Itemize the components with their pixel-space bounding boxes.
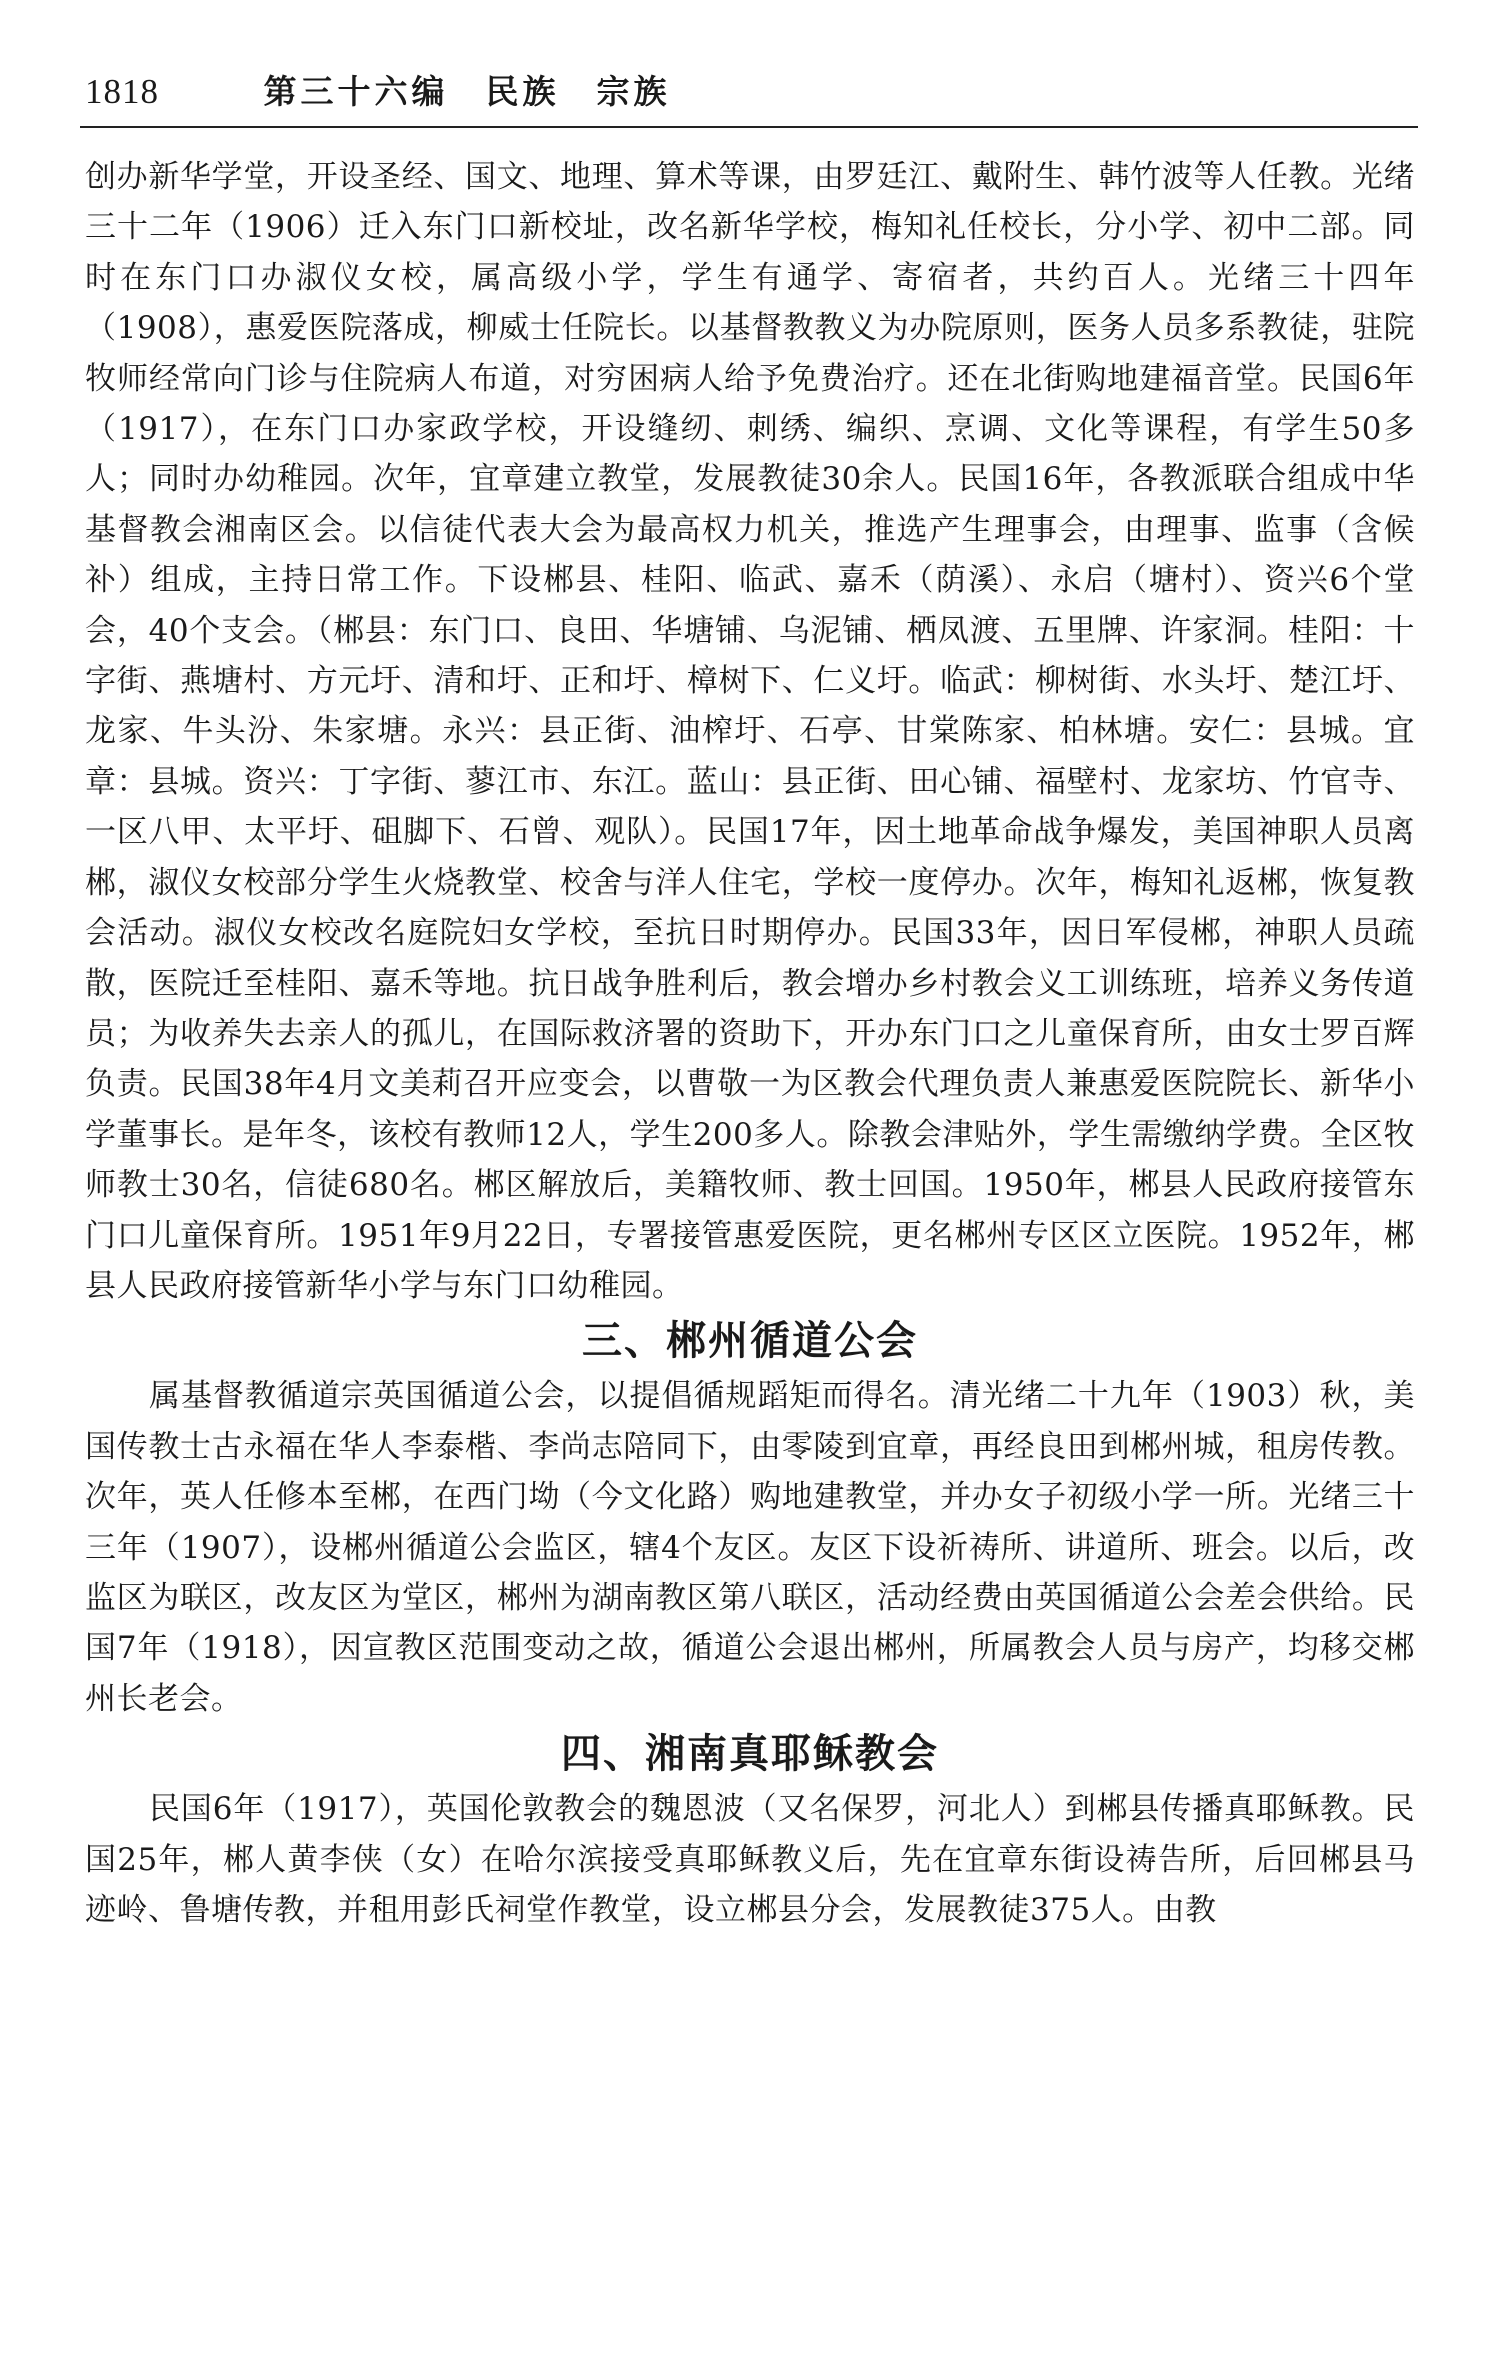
- paragraph-true-jesus-church: 民国6年（1917），英国伦敦教会的魏恩波（又名保罗，河北人）到郴县传播真耶稣教。民国25年，郴人黄李侠（女）在哈尔滨接受真耶稣教义后，先在宜章东街设祷告所，后回郴县马迹岭、鲁塘传教，并租用彭氏祠堂作教堂，设立郴县分会，发展教徒375人。由教: [85, 1791, 1415, 1928]
- paragraph-methodist: 属基督教循道宗英国循道公会，以提倡循规蹈矩而得名。清光绪二十九年（1903）秋，美国传教士古永福在华人李泰楷、李尚志陪同下，由零陵到宜章，再经良田到郴州城，租房传教。次年，英人任修本至郴，在西门坳（今文化路）购地建教堂，并办女子初级小学一所。光绪三十三年（1907），设郴州循道公会监区，辖4个友区。友区下设祈祷所、讲道所、班会。以后，改监区为联区，改友区为堂区，郴州为湖南教区第八联区，活动经费由英国循道公会差会供给。民国7年（1918），因宣教区范围变动之故，循道公会退出郴州，所属教会人员与房产，均移交郴州长老会。: [85, 1378, 1415, 1717]
- page-body: [85, 152, 1415, 1935]
- running-header: [85, 62, 1415, 122]
- section-title: 第三十六编 民族 宗族: [263, 72, 671, 111]
- section-heading-true-jesus-church: 四、湘南真耶稣教会: [561, 1731, 939, 1778]
- section-heading-chenzhou-methodist: 三、郴州循道公会: [582, 1318, 918, 1365]
- header-rule: [80, 126, 1418, 128]
- paragraph-continued: 创办新华学堂，开设圣经、国文、地理、算术等课，由罗廷江、戴附生、韩竹波等人任教。光绪三十二年（1906）迁入东门口新校址，改名新华学校，梅知礼任校长，分小学、初中二部。同时在东门口办淑仪女校，属高级小学，学生有通学、寄宿者，共约百人。光绪三十四年（1908），惠爱医院落成，柳威士任院长。以基督教教义为办院原则，医务人员多系教徒，驻院牧师经常向门诊与住院病人布道，对穷困病人给予免费治疗。还在北街购地建福音堂。民国6年（1917），在东门口办家政学校，开设缝纫、刺绣、编织、烹调、文化等课程，有学生50多人；同时办幼稚园。次年，宜章建立教堂，发展教徒30余人。民国16年，各教派联合组成中华基督教会湘南区会。以信徒代表大会为最高权力机关，推选产生理事会，由理事、监事（含候补）组成，主持日常工作。下设郴县、桂阳、临武、嘉禾（荫溪）、永启（塘村）、资兴6个堂会，40个支会。（郴县：东门口、良田、华塘铺、乌泥铺、栖凤渡、五里牌、许家洞。桂阳：十字街、燕塘村、方元圩、清和圩、正和圩、樟树下、仁义圩。临武：柳树街、水头圩、楚江圩、龙家、牛头汾、朱家塘。永兴：县正街、油榨圩、石亭、甘棠陈家、柏林塘。安仁：县城。宜章：县城。资兴：丁字街、蓼江市、东江。蓝山：县正街、田心铺、福壁村、龙家坊、竹官寺、一区八甲、太平圩、砠脚下、石曾、观队）。民国17年，因土地革命战争爆发，美国神职人员离郴，淑仪女校部分学生火烧教堂、校舍与洋人住宅，学校一度停办。次年，梅知礼返郴，恢复教会活动。淑仪女校改名庭院妇女学校，至抗日时期停办。民国33年，因日军侵郴，神职人员疏散，医院迁至桂阳、嘉禾等地。抗日战争胜利后，教会增办乡村教会义工训练班，培养义务传道员；为收养失去亲人的孤儿，在国际救济署的资助下，开办东门口之儿童保育所，由女士罗百辉负责。民国38年4月文美莉召开应变会，以曹敬一为区教会代理负责人兼惠爱医院院长、新华小学董事长。是年冬，该校有教师12人，学生200多人。除教会津贴外，学生需缴纳学费。全区牧师教士30名，信徒680名。郴区解放后，美籍牧师、教士回国。1950年，郴县人民政府接管东门口儿童保育所。1951年9月22日，专署接管惠爱医院，更名郴州专区区立医院。1952年，郴县人民政府接管新华小学与东门口幼稚园。: [85, 159, 1415, 1304]
- page-number: 1818: [85, 72, 159, 111]
